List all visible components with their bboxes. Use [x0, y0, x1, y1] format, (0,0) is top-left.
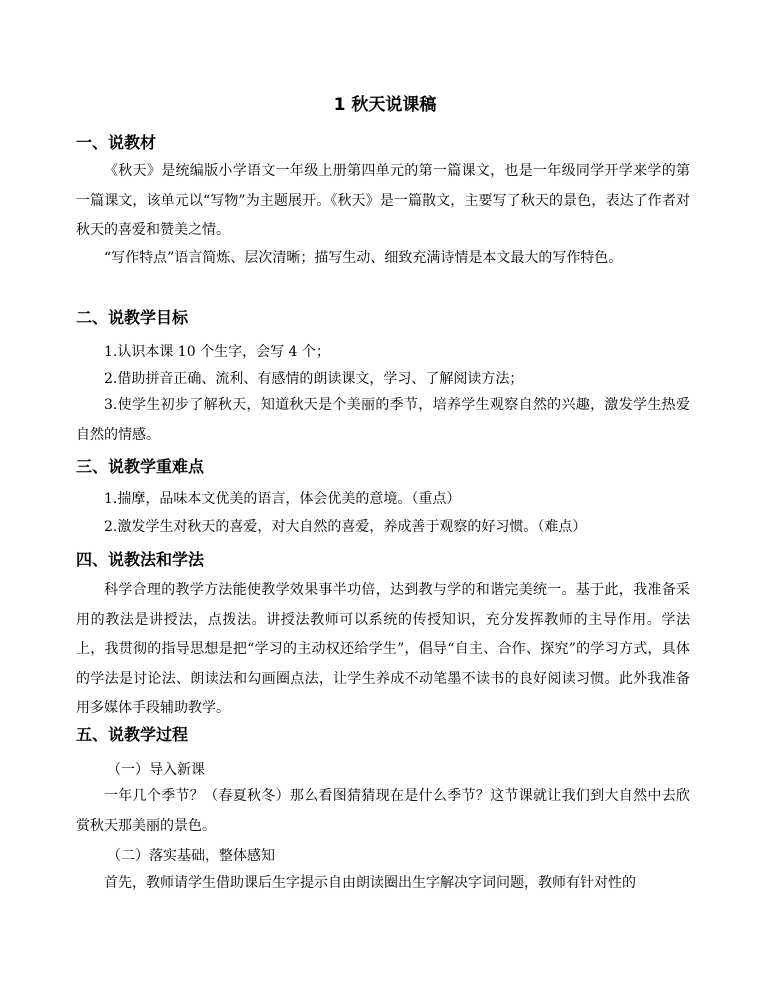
subheading-introduction: （一）导入新课: [107, 762, 205, 778]
paragraph-foundation: 首先，教师请学生借助课后生字提示自由朗读圈出生字解决字词问题，教师有针对性的: [104, 875, 636, 891]
key-point-item-2: 2.激发学生对秋天的喜爱，对大自然的喜爱，养成善于观察的好习惯。（难点）: [104, 519, 587, 535]
paragraph-introduction: 一年几个季节？（春夏秋冬）那么看图猜猜现在是什么季节？这节课就让我们到大自然中去欣赏秋天那美丽的景色。: [76, 788, 690, 834]
section-heading-textbook: 一、说教材: [76, 133, 157, 152]
section-heading-key-points: 三、说教学重难点: [76, 457, 205, 476]
key-point-item-1: 1.揣摩，品味本文优美的语言，体会优美的意境。（重点）: [104, 491, 461, 507]
goal-item-2: 2.借助拼音正确、流利、有感情的朗读课文，学习、了解阅读方法；: [104, 371, 524, 387]
paragraph-writing-features: “写作特点”语言简炼、层次清晰；描写生动、细致充满诗情是本文最大的写作特色。: [104, 250, 623, 266]
paragraph-textbook-intro: 《秋天》是统编版小学语文一年级上册第四单元的第一篇课文，也是一年级同学开学来学的第一篇课文，该单元以“写物”为主题展开。《秋天》是一篇散文，主要写了秋天的景色，表达了作者对秋天的喜爱和赞美之情。: [76, 163, 690, 238]
section-heading-process: 五、说教学过程: [76, 725, 189, 744]
goal-item-3: 3.使学生初步了解秋天，知道秋天是个美丽的季节，培养学生观察自然的兴趣，激发学生热爱自然的情感。: [76, 397, 690, 443]
subheading-foundation: （二）落实基础，整体感知: [107, 848, 275, 864]
section-heading-methods: 四、说教法和学法: [76, 550, 205, 569]
paragraph-methods: 科学合理的教学方法能使教学效果事半功倍，达到教与学的和谐完美统一。基于此，我准备采用的教法是讲授法，点拨法。讲授法教师可以系统的传授知识，充分发挥教师的主导作用。学法上，我贯彻的指导思想是把“学习的主动权还给学生”，倡导“自主、合作、探究”的学习方式，具体的学法是讨论法、朗读法和勾画圈点法，让学生养成不动笔墨不读书的良好阅读习惯。此外我准备用多媒体手段辅助教学。: [76, 582, 690, 716]
section-heading-goals: 二、说教学目标: [76, 308, 189, 327]
goal-item-1: 1.认识本课 10 个生字，会写 4 个；: [104, 344, 330, 360]
document-title: 1 秋天说课稿: [333, 95, 437, 115]
